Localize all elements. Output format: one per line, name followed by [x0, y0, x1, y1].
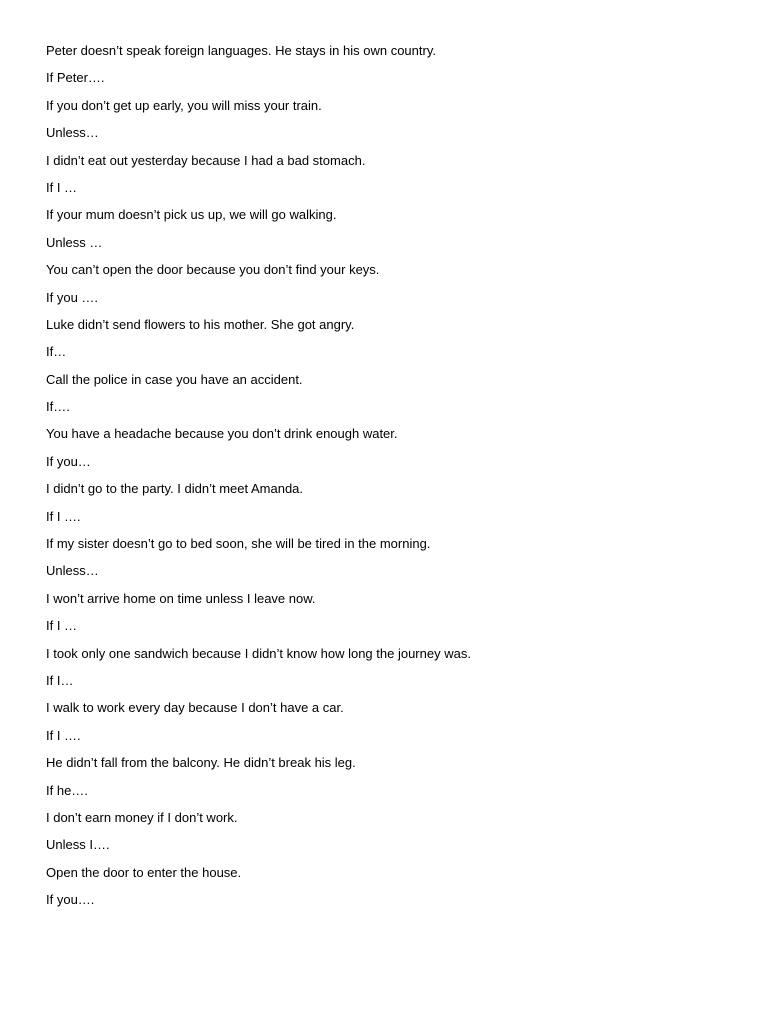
text-line: If I …: [46, 618, 78, 634]
text-line: I won’t arrive home on time unless I leave now.: [46, 590, 316, 606]
text-line: If….: [46, 399, 70, 415]
text-line: Luke didn’t send flowers to his mother. She got angry.: [46, 316, 355, 332]
sentence-list: [46, 42, 722, 919]
text-line: If my sister doesn’t go to bed soon, she will be tired in the morning.: [46, 536, 431, 552]
text-line: Open the door to enter the house.: [46, 864, 242, 880]
text-line: You can’t open the door because you don’t find your keys.: [46, 262, 380, 278]
text-line: If I …: [46, 179, 78, 195]
text-line: Unless I….: [46, 837, 110, 853]
text-line: If he….: [46, 782, 88, 798]
text-line: I didn’t go to the party. I didn’t meet Amanda.: [46, 481, 304, 497]
text-line: If I ….: [46, 727, 81, 743]
text-line: If you ….: [46, 289, 99, 305]
text-line: Unless …: [46, 234, 103, 250]
text-line: If I ….: [46, 508, 81, 524]
text-line: You have a headache because you don’t drink enough water.: [46, 426, 398, 442]
text-line: If Peter….: [46, 70, 105, 86]
text-line: If you…: [46, 453, 91, 469]
text-line: If your mum doesn’t pick us up, we will go walking.: [46, 207, 337, 223]
text-line: He didn’t fall from the balcony. He didn’t break his leg.: [46, 755, 356, 771]
text-line: If you don’t get up early, you will miss your train.: [46, 97, 322, 113]
text-line: Unless…: [46, 563, 99, 579]
text-line: If I…: [46, 672, 74, 688]
text-line: Peter doesn’t speak foreign languages. He stays in his own country.: [46, 43, 436, 58]
text-line: I took only one sandwich because I didn’t know how long the journey was.: [46, 645, 471, 661]
text-line: If…: [46, 344, 67, 360]
text-line: Unless…: [46, 125, 99, 141]
text-line: I don’t earn money if I don’t work.: [46, 809, 238, 825]
text-line: If you….: [46, 892, 95, 908]
text-line: I didn’t eat out yesterday because I had a bad stomach.: [46, 152, 366, 168]
text-line: Call the police in case you have an accident.: [46, 371, 303, 387]
text-line: I walk to work every day because I don’t have a car.: [46, 700, 344, 716]
